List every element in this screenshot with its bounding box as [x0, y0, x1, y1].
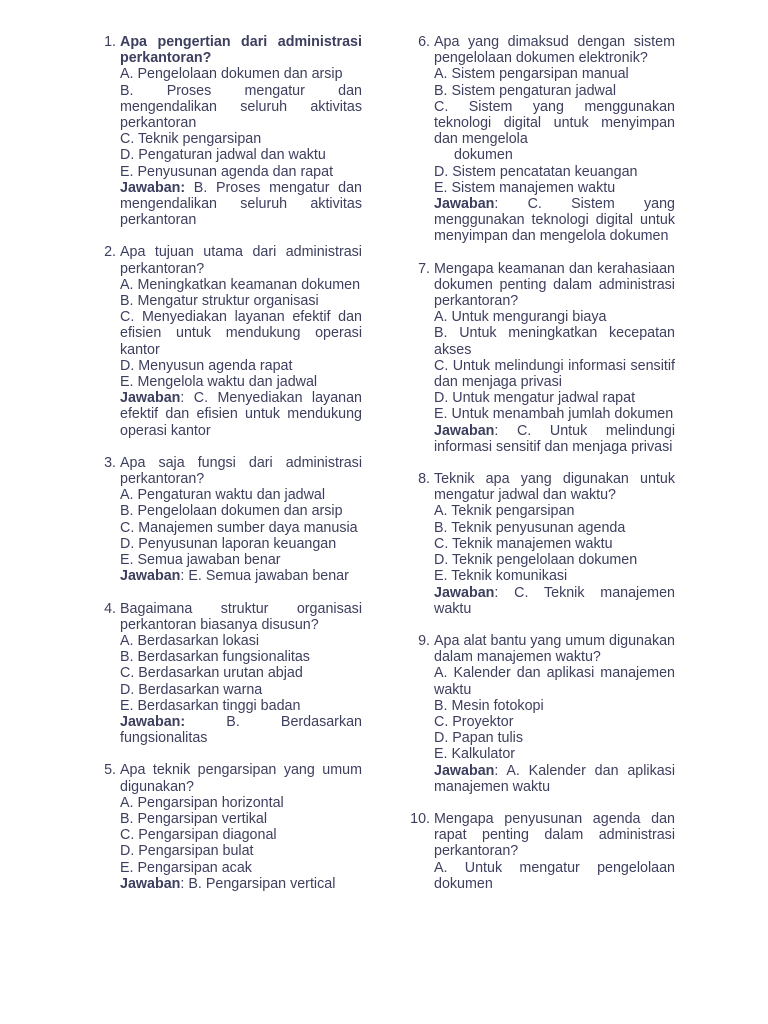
answer-label: Jawaban: [120, 568, 181, 585]
answer-line: [434, 763, 675, 795]
answer-option: dokumen: [454, 147, 513, 164]
answer-option: E. Berdasarkan tinggi badan: [120, 697, 301, 714]
answer-option: E. Pengarsipan acak: [120, 859, 252, 876]
answer-option: D. Menyusun agenda rapat: [120, 357, 293, 374]
answer-option: A. Pengaturan waktu dan jadwal: [120, 487, 326, 504]
question-item: [402, 34, 675, 245]
question-number: 4.: [104, 600, 116, 617]
answer-line: [120, 876, 362, 892]
question-number: 5.: [104, 762, 116, 779]
question-text: Mengapa keamanan dan kerahasiaan dokumen penting dalam administrasi perkantoran?: [434, 260, 675, 310]
answer-text: : E. Semua jawaban benar: [180, 568, 349, 585]
question-item: [402, 471, 675, 617]
question-text: Apa teknik pengarsipan yang umum digunakan?: [120, 762, 362, 795]
question-number: 9.: [418, 632, 430, 649]
question-item: [88, 455, 362, 585]
answer-option: C. Teknik manajemen waktu: [434, 535, 613, 552]
answer-line: [434, 423, 675, 455]
answer-label: Jawaban:: [120, 713, 186, 730]
answer-option: B. Untuk meningkatkan kecepatan akses: [434, 325, 675, 358]
question-text: Apa tujuan utama dari administrasi perkantoran?: [120, 244, 362, 277]
answer-text: B. Proses mengatur dan mengendalikan seluruh aktivitas perkantoran: [120, 179, 362, 229]
question-text: Apa saja fungsi dari administrasi perkantoran?: [120, 454, 362, 488]
answer-option: D. Berdasarkan warna: [120, 681, 263, 698]
answer-option: B. Mengatur struktur organisasi: [120, 293, 319, 310]
question-number: 1.: [104, 34, 116, 50]
answer-option: D. Penyusunan laporan keuangan: [120, 535, 337, 552]
question-text: Teknik apa yang digunakan untuk mengatur jadwal dan waktu?: [434, 471, 675, 504]
answer-option: A. Sistem pengarsipan manual: [434, 66, 629, 83]
answer-option: A. Kalender dan aplikasi manajemen waktu: [434, 665, 675, 698]
answer-option: D. Pengaturan jadwal dan waktu: [120, 147, 326, 164]
answer-option: B. Mesin fotokopi: [434, 697, 544, 714]
answer-label: Jawaban: [434, 196, 495, 213]
answer-option: A. Pengarsipan horizontal: [120, 794, 284, 811]
answer-option: D. Papan tulis: [434, 730, 524, 747]
answer-option: B. Teknik penyusunan agenda: [434, 519, 626, 536]
answer-text: : C. Sistem yang menggunakan teknologi digital untuk menyimpan dan mengelola dokumen: [434, 196, 675, 245]
answer-option: E. Semua jawaban benar: [120, 552, 281, 569]
answer-option: C. Teknik pengarsipan: [120, 131, 262, 148]
answer-line: [120, 180, 362, 229]
question-item: [402, 811, 675, 892]
answer-option: B. Berdasarkan fungsionalitas: [120, 649, 310, 666]
answer-option: E. Mengelola waktu dan jadwal: [120, 374, 318, 391]
answer-option: A. Pengelolaan dokumen dan arsip: [120, 66, 343, 83]
question-number: 6.: [418, 34, 430, 50]
answer-label: Jawaban: [434, 762, 495, 779]
answer-line: [120, 390, 362, 439]
question-number: 3.: [104, 454, 116, 471]
question-item: [88, 244, 362, 438]
answer-label: Jawaban: [434, 584, 495, 601]
answer-text: : A. Kalender dan aplikasi manajemen waktu: [434, 762, 675, 795]
question-item: [402, 261, 675, 455]
answer-option: D. Pengarsipan bulat: [120, 843, 254, 860]
answer-option: B. Proses mengatur dan mengendalikan seluruh aktivitas perkantoran: [120, 82, 362, 132]
answer-option: B. Sistem pengaturan jadwal: [434, 82, 616, 99]
left-column: [88, 34, 362, 908]
answer-option: C. Untuk melindungi informasi sensitif dan menjaga privasi: [434, 357, 675, 391]
question-number: 2.: [104, 244, 116, 261]
answer-label: Jawaban: [120, 875, 181, 892]
answer-label: Jawaban:: [120, 179, 186, 196]
answer-option: B. Pengelolaan dokumen dan arsip: [120, 503, 343, 520]
question-item: [402, 633, 675, 795]
question-text: Apa yang dimaksud dengan sistem pengelolaan dokumen elektronik?: [434, 34, 675, 67]
answer-option: A. Untuk mengurangi biaya: [434, 309, 607, 326]
answer-option: C. Menyediakan layanan efektif dan efisien untuk mendukung operasi kantor: [120, 309, 362, 358]
answer-option: E. Untuk menambah jumlah dokumen: [434, 406, 674, 423]
question-text: Mengapa penyusunan agenda dan rapat penting dalam administrasi perkantoran?: [434, 810, 675, 860]
answer-option: C. Proyektor: [434, 713, 514, 730]
question-text: Apa pengertian dari administrasi perkantoran?: [120, 34, 362, 67]
answer-option: C. Manajemen sumber daya manusia: [120, 519, 358, 536]
answer-option: C. Berdasarkan urutan abjad: [120, 665, 303, 682]
question-text: Bagaimana struktur organisasi perkantoran biasanya disusun?: [120, 600, 362, 633]
answer-option: C. Pengarsipan diagonal: [120, 827, 277, 844]
answer-label: Jawaban: [120, 390, 181, 407]
question-number: 10.: [410, 810, 430, 827]
question-text: Apa alat bantu yang umum digunakan dalam manajemen waktu?: [434, 632, 675, 666]
answer-text: B. Berdasarkan fungsionalitas: [120, 713, 362, 747]
answer-option: A. Meningkatkan keamanan dokumen: [120, 276, 361, 293]
answer-text: : C. Menyediakan layanan efektif dan efisien untuk mendukung operasi kantor: [120, 390, 362, 439]
answer-text: : B. Pengarsipan vertical: [180, 875, 336, 892]
question-number: 8.: [418, 471, 430, 488]
answer-option: D. Teknik pengelolaan dokumen: [434, 552, 638, 569]
answer-text: : C. Teknik manajemen waktu: [434, 584, 675, 617]
answer-label: Jawaban: [434, 422, 495, 439]
answer-line: [434, 585, 675, 617]
answer-option: E. Teknik komunikasi: [434, 568, 568, 585]
answer-line: [120, 568, 362, 584]
answer-line: [434, 196, 675, 245]
answer-option: D. Sistem pencatatan keuangan: [434, 163, 638, 180]
question-item: [88, 34, 362, 228]
answer-text: : C. Untuk melindungi informasi sensitif dan menjaga privasi: [434, 422, 675, 455]
answer-line: [120, 714, 362, 746]
question-number: 7.: [418, 260, 430, 277]
right-column: [402, 34, 675, 908]
answer-option: B. Pengarsipan vertikal: [120, 810, 268, 827]
question-item: [88, 601, 362, 747]
answer-option: A. Untuk mengatur pengelolaan dokumen: [434, 859, 675, 892]
answer-option: E. Kalkulator: [434, 746, 516, 763]
answer-option: C. Sistem yang menggunakan teknologi digital untuk menyimpan dan mengelola: [434, 98, 675, 148]
answer-option: A. Berdasarkan lokasi: [120, 632, 260, 649]
answer-option: A. Teknik pengarsipan: [434, 503, 575, 520]
answer-option: D. Untuk mengatur jadwal rapat: [434, 390, 636, 407]
answer-option: E. Sistem manajemen waktu: [434, 179, 616, 196]
answer-option: E. Penyusunan agenda dan rapat: [120, 163, 334, 180]
question-item: [88, 762, 362, 892]
